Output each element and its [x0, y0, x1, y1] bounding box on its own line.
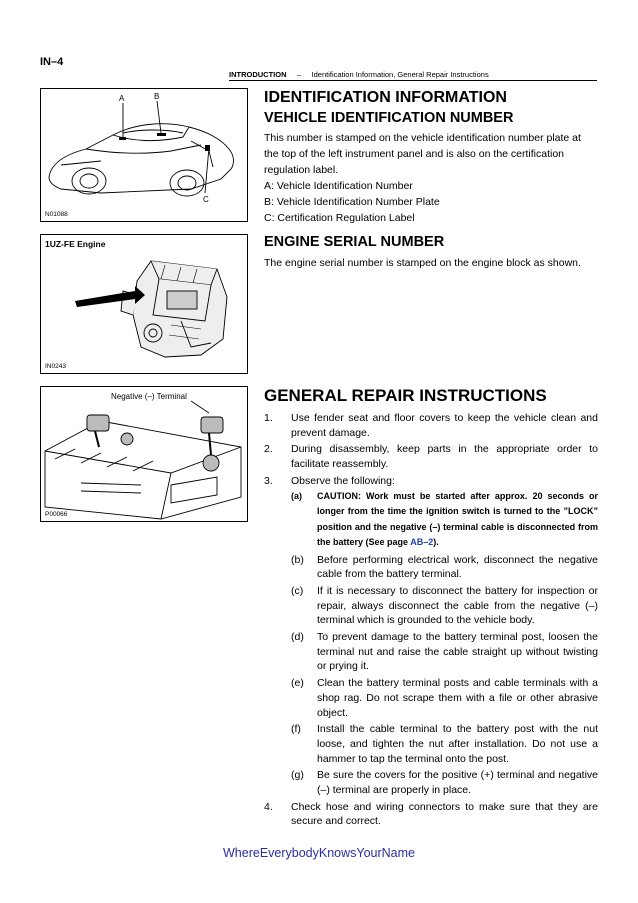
engine-figure-title: 1UZ-FE Engine [45, 239, 106, 249]
section-title: INTRODUCTION [229, 70, 287, 79]
list-item [264, 442, 598, 471]
item-text: If it is necessary to disconnect the battery for inspection or repair, always disconnect the cable from the negative (–) terminal which is grounded to the vehicle body. [317, 584, 598, 627]
list-item [291, 722, 598, 766]
item-number: (g) [291, 769, 304, 782]
list-item [264, 411, 598, 440]
header-rule [229, 80, 597, 81]
item-text: Check hose and wiring connectors to make sure that they are secure and correct. [291, 800, 598, 828]
item-number: 3. [264, 474, 273, 487]
list-item [291, 676, 598, 720]
item-text: Clean the battery terminal posts and cable terminals with a shop rag. Do not scrape them with a file or other abrasive object. [317, 677, 598, 719]
vin-item-b: B: Vehicle Identification Number Plate [264, 196, 440, 208]
list-item [291, 630, 598, 674]
item-text: Install the cable terminal to the battery post with the nut loose, and tighten the nut after installation. Do not use a hammer to tap the terminal onto the post. [317, 723, 598, 765]
label-c: C [203, 195, 209, 204]
car-figure [40, 88, 248, 222]
item-number: 1. [264, 412, 273, 424]
figure-code: P00066 [45, 511, 68, 518]
engine-serial-text: The engine serial number is stamped on the engine block as shown. [264, 257, 581, 269]
vin-title: VEHICLE IDENTIFICATION NUMBER [264, 110, 514, 126]
list-item [291, 768, 598, 797]
vin-section [264, 130, 598, 226]
car-illustration [41, 89, 247, 221]
list-item [291, 553, 598, 582]
item-number: 2. [264, 443, 273, 456]
header-separator: – [296, 70, 302, 79]
battery-figure [40, 386, 248, 522]
figure-code: N01088 [45, 211, 68, 218]
item-text: Be sure the covers for the positive (+) terminal and negative (–) terminal are properly in place. [317, 769, 598, 797]
item-number: (b) [291, 553, 304, 566]
item-text: Use fender seat and floor covers to keep the vehicle clean and prevent damage. [291, 412, 598, 439]
item-text: Before performing electrical work, disconnect the negative cable from the battery terminal. [317, 553, 598, 581]
footer-text: WhereEverybodyKnowsYourName [223, 846, 415, 860]
item-number: (f) [291, 723, 301, 736]
item-number: 4. [264, 800, 273, 813]
engine-illustration [41, 235, 247, 373]
label-a: A [119, 94, 125, 103]
item-text: During disassembly, keep parts in the appropriate order to facilitate reassembly. [291, 443, 598, 471]
battery-figure-title: Negative (–) Terminal [111, 392, 187, 401]
vin-item-a: A: Vehicle Identification Number [264, 180, 413, 192]
section-subtitle: Identification Information, General Repair Instructions [311, 70, 489, 79]
figure-code: IN0243 [45, 363, 66, 370]
running-head [229, 70, 489, 79]
caution-item [291, 489, 598, 551]
caution-end: ). [433, 537, 439, 548]
item-text: Observe the following: [291, 474, 395, 487]
item-text: To prevent damage to the battery terminal post, loosen the terminal nut and raise the cable straight up without twisting or prying it. [317, 631, 598, 673]
item-number: (c) [291, 584, 304, 597]
item-number: (d) [291, 631, 304, 644]
engine-serial-title: ENGINE SERIAL NUMBER [264, 234, 445, 250]
page-number: IN–4 [40, 56, 64, 68]
page-link[interactable]: AB–2 [410, 537, 434, 548]
list-item [264, 474, 598, 489]
engine-figure [40, 234, 248, 374]
label-b: B [154, 92, 160, 101]
vin-item-c: C: Certification Regulation Label [264, 212, 415, 224]
vin-text: This number is stamped on the vehicle identification number plate at the top of the left instrument panel and is also on the certification regulation label. [264, 132, 581, 176]
repair-title: GENERAL REPAIR INSTRUCTIONS [264, 386, 547, 405]
item-number: (a) [291, 490, 302, 501]
repair-list [264, 411, 598, 829]
list-item [264, 800, 598, 829]
list-item [291, 584, 598, 628]
identification-title: IDENTIFICATION INFORMATION [264, 89, 507, 106]
battery-illustration [41, 387, 247, 521]
caution-text: CAUTION: Work must be started after approx. 20 seconds or longer from the time the ignition switch is turned to the ”LOCK” position and the negative (–) terminal cable is disconnected from the battery (See page [317, 490, 598, 548]
item-number: (e) [291, 677, 304, 690]
